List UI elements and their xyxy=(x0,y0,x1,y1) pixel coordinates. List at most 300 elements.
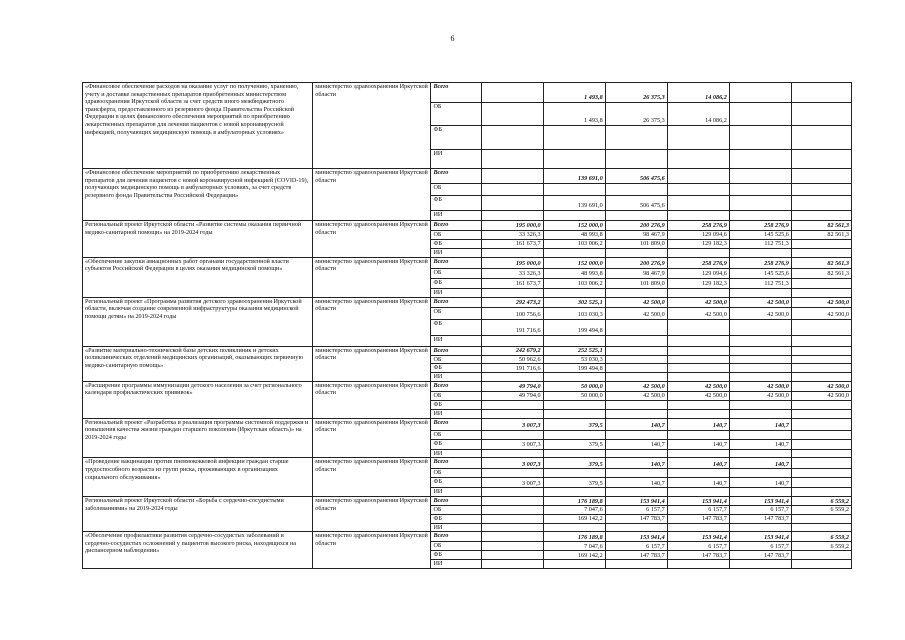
funding-source: ИИ xyxy=(431,488,481,497)
amount-cell: 42 500,0 xyxy=(667,391,729,400)
amount-cell xyxy=(605,319,667,335)
responsible-executor: министерство здравоохранения Иркутской области xyxy=(313,297,431,346)
amount-cell: 191 716,6 xyxy=(481,364,543,373)
amount-cell: 379,5 xyxy=(543,439,605,449)
amount-cell xyxy=(729,249,791,258)
amount-cell: 169 142,2 xyxy=(543,514,605,523)
amount-cell: 42 500,0 xyxy=(791,307,851,319)
funding-source: Всего xyxy=(431,221,481,231)
funding-source: ФБ xyxy=(431,240,481,249)
funding-source: Всего xyxy=(431,346,481,355)
amount-cell xyxy=(481,497,543,506)
funding-source: ФБ xyxy=(431,196,481,211)
amount-cell xyxy=(481,249,543,258)
amount-cell xyxy=(791,430,851,439)
amount-cell: 14 086,2 xyxy=(667,83,729,103)
amount-cell xyxy=(791,449,851,458)
amount-cell: 53 030,3 xyxy=(543,355,605,364)
amount-cell xyxy=(791,488,851,497)
amount-cell xyxy=(791,346,851,355)
amount-cell: 140,7 xyxy=(729,439,791,449)
amount-cell: 153 941,4 xyxy=(605,497,667,506)
amount-cell: 176 189,8 xyxy=(543,532,605,542)
amount-cell: 140,7 xyxy=(605,458,667,469)
table-row xyxy=(83,346,852,355)
amount-cell xyxy=(481,514,543,523)
amount-cell: 140,7 xyxy=(667,478,729,488)
amount-cell xyxy=(791,211,851,221)
responsible-executor: министерство здравоохранения Иркутской области xyxy=(313,83,431,169)
amount-cell xyxy=(791,478,851,488)
amount-cell xyxy=(667,150,729,169)
amount-cell xyxy=(667,449,729,458)
funding-source: ОБ xyxy=(431,391,481,400)
funding-source: ОБ xyxy=(431,469,481,478)
amount-cell: 252 525,1 xyxy=(543,346,605,355)
amount-cell: 42 500,0 xyxy=(791,381,851,391)
amount-cell: 200 276,9 xyxy=(605,221,667,231)
amount-cell: 140,7 xyxy=(667,439,729,449)
event-name: «Обеспечение профилактики развития сердечно-сосудистых заболеваний и сердечно-сосудистых осложнений у пациентов высокого риска, находящихся на диспансерном наблюдении» xyxy=(83,532,313,569)
funding-source: ОБ xyxy=(431,231,481,240)
amount-cell: 140,7 xyxy=(729,418,791,430)
amount-cell xyxy=(605,288,667,297)
amount-cell xyxy=(729,184,791,196)
table-row xyxy=(83,83,852,103)
amount-cell xyxy=(791,240,851,249)
amount-cell xyxy=(791,249,851,258)
amount-cell: 176 189,8 xyxy=(543,497,605,506)
amount-cell xyxy=(543,409,605,418)
amount-cell: 33 326,3 xyxy=(481,268,543,278)
table-body xyxy=(83,83,852,569)
amount-cell: 49 794,0 xyxy=(481,391,543,400)
amount-cell xyxy=(729,488,791,497)
table-row xyxy=(83,458,852,469)
amount-cell: 33 326,3 xyxy=(481,231,543,240)
amount-cell xyxy=(729,364,791,373)
event-name: «Обеспечение закупки авиационных работ органами государственной власти субъектов Российской Федерации в целях оказания медицинской помощи» xyxy=(83,257,313,297)
event-name: «Финансовое обеспечение мероприятий по приобретению лекарственных препаратов для лечения пациентов с новой коронавирусной инфекцией (COVID-19), получающих медицинскую помощь в амбулаторных условиях, за счет средств резервного фонда Правительства Российской Федерации» xyxy=(83,169,313,221)
amount-cell: 302 525,1 xyxy=(543,297,605,307)
event-name: «Развитие материально-технической базы детских поликлиник и детских поликлинических отделений медицинских организаций, оказывающих первичную медико-санитарную помощь» xyxy=(83,346,313,381)
amount-cell xyxy=(481,196,543,211)
amount-cell xyxy=(791,83,851,103)
amount-cell xyxy=(605,469,667,478)
amount-cell: 14 086,2 xyxy=(667,103,729,126)
amount-cell: 48 993,8 xyxy=(543,268,605,278)
amount-cell xyxy=(667,126,729,150)
amount-cell xyxy=(605,335,667,346)
amount-cell: 26 375,3 xyxy=(605,83,667,103)
amount-cell: 42 500,0 xyxy=(605,381,667,391)
amount-cell: 3 007,3 xyxy=(481,478,543,488)
amount-cell xyxy=(667,469,729,478)
funding-source: ИИ xyxy=(431,211,481,221)
amount-cell: 199 494,8 xyxy=(543,364,605,373)
amount-cell: 98 467,9 xyxy=(605,231,667,240)
funding-source: ИИ xyxy=(431,449,481,458)
amount-cell xyxy=(791,400,851,409)
table-row xyxy=(83,381,852,391)
amount-cell xyxy=(543,288,605,297)
amount-cell xyxy=(481,373,543,382)
amount-cell: 129 094,6 xyxy=(667,268,729,278)
amount-cell xyxy=(791,319,851,335)
amount-cell: 161 673,7 xyxy=(481,278,543,288)
amount-cell: 82 561,3 xyxy=(791,257,851,268)
amount-cell xyxy=(729,469,791,478)
amount-cell xyxy=(791,184,851,196)
event-name: Региональный проект «Программа развития детского здравоохранения Иркутской области, включая создание современной инфраструктуры оказания медицинской помощи детям» на 2019-2024 годы xyxy=(83,297,313,346)
amount-cell xyxy=(605,126,667,150)
amount-cell xyxy=(667,364,729,373)
responsible-executor: министерство здравоохранения Иркутской области xyxy=(313,221,431,258)
amount-cell xyxy=(543,469,605,478)
amount-cell xyxy=(481,506,543,515)
amount-cell xyxy=(729,346,791,355)
event-name: «Финансовое обеспечение расходов на оказание услуг по получению, хранению, учету и доставке лекарственных препаратов приобретенных министерством здравоохранения Иркутской области за счет средств иного межбюджетного трансферта, предоставленного из резервного фонда Правительства Российской Федерации в целях финансового обеспечения мероприятий по приобретению лекарственных препаратов для лечения пациентов с новой коронавирусной инфекцией, получающих медицинскую помощь в амбулаторных условиях» xyxy=(83,83,313,169)
amount-cell xyxy=(481,400,543,409)
funding-source: ФБ xyxy=(431,551,481,560)
amount-cell xyxy=(667,430,729,439)
amount-cell xyxy=(729,196,791,211)
amount-cell xyxy=(667,409,729,418)
budget-table xyxy=(82,82,852,569)
table-row xyxy=(83,532,852,542)
amount-cell: 6 157,7 xyxy=(667,506,729,515)
amount-cell: 103 006,2 xyxy=(543,240,605,249)
amount-cell: 258 276,9 xyxy=(729,221,791,231)
funding-source: ОБ xyxy=(431,103,481,126)
amount-cell xyxy=(605,346,667,355)
amount-cell xyxy=(729,211,791,221)
event-name: «Проведение вакцинации против пневмококковой инфекции граждан старше трудоспособного возраста из групп риска, проживающих в организациях социального обслуживания» xyxy=(83,458,313,497)
amount-cell xyxy=(667,523,729,532)
table-row xyxy=(83,221,852,231)
amount-cell: 195 000,0 xyxy=(481,257,543,268)
amount-cell: 6 157,7 xyxy=(667,542,729,551)
amount-cell xyxy=(481,430,543,439)
amount-cell: 152 000,0 xyxy=(543,221,605,231)
amount-cell: 147 783,7 xyxy=(605,514,667,523)
amount-cell: 145 525,6 xyxy=(729,231,791,240)
amount-cell: 153 941,4 xyxy=(729,532,791,542)
amount-cell xyxy=(481,169,543,184)
amount-cell: 42 500,0 xyxy=(605,307,667,319)
amount-cell: 191 716,6 xyxy=(481,319,543,335)
amount-cell xyxy=(481,211,543,221)
amount-cell xyxy=(729,103,791,126)
amount-cell: 140,7 xyxy=(605,478,667,488)
amount-cell xyxy=(605,400,667,409)
amount-cell: 6 157,7 xyxy=(729,506,791,515)
amount-cell xyxy=(791,355,851,364)
funding-source: ИИ xyxy=(431,150,481,169)
responsible-executor: министерство здравоохранения Иркутской области xyxy=(313,458,431,497)
amount-cell xyxy=(543,400,605,409)
amount-cell: 147 783,7 xyxy=(729,551,791,560)
amount-cell xyxy=(543,449,605,458)
funding-source: Всего xyxy=(431,532,481,542)
amount-cell xyxy=(543,373,605,382)
amount-cell xyxy=(791,196,851,211)
amount-cell xyxy=(605,449,667,458)
amount-cell xyxy=(481,126,543,150)
amount-cell: 112 751,3 xyxy=(729,278,791,288)
funding-source: ФБ xyxy=(431,364,481,373)
amount-cell: 195 000,0 xyxy=(481,221,543,231)
responsible-executor: министерство здравоохранения Иркутской области xyxy=(313,497,431,532)
amount-cell xyxy=(481,532,543,542)
amount-cell xyxy=(543,335,605,346)
amount-cell: 48 993,8 xyxy=(543,231,605,240)
amount-cell: 139 691,0 xyxy=(543,196,605,211)
responsible-executor: министерство здравоохранения Иркутской области xyxy=(313,257,431,297)
event-name: Региональный проект Иркутской области «Борьба с сердечно-сосудистыми заболеваниями» на 2019-2024 годы xyxy=(83,497,313,532)
amount-cell xyxy=(481,150,543,169)
amount-cell: 1 493,8 xyxy=(543,103,605,126)
amount-cell: 50 962,6 xyxy=(481,355,543,364)
table-row xyxy=(83,257,852,268)
funding-source: ФБ xyxy=(431,478,481,488)
amount-cell: 82 561,3 xyxy=(791,221,851,231)
amount-cell: 140,7 xyxy=(729,478,791,488)
amount-cell xyxy=(481,83,543,103)
responsible-executor: министерство здравоохранения Иркутской области xyxy=(313,418,431,458)
amount-cell xyxy=(543,150,605,169)
amount-cell: 153 941,4 xyxy=(667,497,729,506)
amount-cell xyxy=(791,458,851,469)
amount-cell xyxy=(481,409,543,418)
amount-cell: 140,7 xyxy=(605,439,667,449)
amount-cell xyxy=(791,278,851,288)
amount-cell xyxy=(481,551,543,560)
page-number: 6 xyxy=(450,34,455,43)
amount-cell: 152 000,0 xyxy=(543,257,605,268)
amount-cell: 6 157,7 xyxy=(605,542,667,551)
amount-cell xyxy=(729,400,791,409)
amount-cell: 7 047,6 xyxy=(543,506,605,515)
amount-cell xyxy=(605,355,667,364)
amount-cell: 6 559,2 xyxy=(791,506,851,515)
amount-cell: 42 500,0 xyxy=(729,391,791,400)
funding-source: ИИ xyxy=(431,373,481,382)
amount-cell xyxy=(667,400,729,409)
amount-cell xyxy=(481,449,543,458)
funding-source: ИИ xyxy=(431,523,481,532)
funding-source: ФБ xyxy=(431,439,481,449)
amount-cell xyxy=(667,560,729,569)
amount-cell xyxy=(543,184,605,196)
amount-cell: 49 794,0 xyxy=(481,381,543,391)
amount-cell xyxy=(543,126,605,150)
amount-cell: 6 157,7 xyxy=(605,506,667,515)
amount-cell: 169 142,2 xyxy=(543,551,605,560)
amount-cell xyxy=(605,249,667,258)
amount-cell: 3 007,3 xyxy=(481,458,543,469)
amount-cell: 140,7 xyxy=(605,418,667,430)
amount-cell: 42 500,0 xyxy=(667,297,729,307)
funding-source: ФБ xyxy=(431,400,481,409)
table-row xyxy=(83,169,852,184)
amount-cell xyxy=(791,373,851,382)
amount-cell xyxy=(729,523,791,532)
amount-cell: 42 500,0 xyxy=(791,391,851,400)
amount-cell xyxy=(791,126,851,150)
amount-cell xyxy=(791,523,851,532)
amount-cell xyxy=(481,103,543,126)
amount-cell: 6 157,7 xyxy=(729,542,791,551)
amount-cell: 101 809,0 xyxy=(605,278,667,288)
amount-cell xyxy=(729,560,791,569)
amount-cell: 1 493,8 xyxy=(543,83,605,103)
responsible-executor: министерство здравоохранения Иркутской области xyxy=(313,346,431,381)
amount-cell xyxy=(791,335,851,346)
responsible-executor: министерство здравоохранения Иркутской области xyxy=(313,532,431,569)
amount-cell xyxy=(667,169,729,184)
amount-cell: 140,7 xyxy=(729,458,791,469)
amount-cell xyxy=(729,288,791,297)
amount-cell: 129 182,3 xyxy=(667,278,729,288)
amount-cell xyxy=(729,319,791,335)
amount-cell: 242 679,2 xyxy=(481,346,543,355)
amount-cell: 26 375,3 xyxy=(605,103,667,126)
amount-cell: 42 500,0 xyxy=(605,391,667,400)
amount-cell: 42 500,0 xyxy=(791,297,851,307)
amount-cell xyxy=(667,211,729,221)
funding-source: Всего xyxy=(431,297,481,307)
amount-cell xyxy=(729,335,791,346)
amount-cell xyxy=(605,150,667,169)
amount-cell: 139 691,0 xyxy=(543,169,605,184)
amount-cell xyxy=(791,364,851,373)
funding-source: Всего xyxy=(431,83,481,103)
amount-cell: 50 000,0 xyxy=(543,381,605,391)
amount-cell xyxy=(543,488,605,497)
amount-cell xyxy=(791,560,851,569)
amount-cell xyxy=(729,373,791,382)
amount-cell xyxy=(667,488,729,497)
amount-cell xyxy=(667,355,729,364)
funding-source: ИИ xyxy=(431,249,481,258)
amount-cell: 145 525,6 xyxy=(729,268,791,278)
amount-cell: 7 047,6 xyxy=(543,542,605,551)
amount-cell xyxy=(791,169,851,184)
amount-cell: 147 783,7 xyxy=(667,514,729,523)
amount-cell xyxy=(605,184,667,196)
amount-cell xyxy=(667,288,729,297)
funding-source: Всего xyxy=(431,418,481,430)
amount-cell xyxy=(543,523,605,532)
amount-cell: 42 500,0 xyxy=(729,307,791,319)
amount-cell xyxy=(605,409,667,418)
amount-cell xyxy=(667,346,729,355)
amount-cell xyxy=(543,211,605,221)
amount-cell: 153 941,4 xyxy=(605,532,667,542)
amount-cell xyxy=(729,83,791,103)
amount-cell: 161 673,7 xyxy=(481,240,543,249)
amount-cell: 3 007,3 xyxy=(481,439,543,449)
table-row xyxy=(83,497,852,506)
amount-cell xyxy=(605,560,667,569)
amount-cell xyxy=(667,335,729,346)
funding-source: ИИ xyxy=(431,560,481,569)
funding-source: ФБ xyxy=(431,514,481,523)
responsible-executor: министерство здравоохранения Иркутской области xyxy=(313,381,431,418)
amount-cell xyxy=(481,523,543,532)
amount-cell: 103 006,2 xyxy=(543,278,605,288)
funding-source: ОБ xyxy=(431,542,481,551)
event-name: «Расширение программы иммунизации детского населения за счет регионального календаря профилактических прививок» xyxy=(83,381,313,418)
amount-cell xyxy=(791,288,851,297)
amount-cell xyxy=(791,409,851,418)
funding-source: ИИ xyxy=(431,409,481,418)
amount-cell: 379,5 xyxy=(543,418,605,430)
amount-cell: 100 756,6 xyxy=(481,307,543,319)
amount-cell xyxy=(729,355,791,364)
amount-cell: 258 276,9 xyxy=(667,257,729,268)
amount-cell xyxy=(605,373,667,382)
amount-cell: 153 941,4 xyxy=(729,497,791,506)
amount-cell: 129 182,3 xyxy=(667,240,729,249)
amount-cell: 50 000,0 xyxy=(543,391,605,400)
amount-cell: 82 561,3 xyxy=(791,268,851,278)
amount-cell: 258 276,9 xyxy=(729,257,791,268)
amount-cell: 103 030,3 xyxy=(543,307,605,319)
funding-source: Всего xyxy=(431,257,481,268)
amount-cell xyxy=(667,249,729,258)
amount-cell: 199 494,8 xyxy=(543,319,605,335)
amount-cell xyxy=(481,488,543,497)
amount-cell xyxy=(729,409,791,418)
amount-cell: 42 500,0 xyxy=(605,297,667,307)
amount-cell xyxy=(729,169,791,184)
amount-cell: 42 500,0 xyxy=(729,381,791,391)
amount-cell xyxy=(791,418,851,430)
amount-cell xyxy=(791,551,851,560)
amount-cell: 258 276,9 xyxy=(667,221,729,231)
table-row xyxy=(83,418,852,430)
funding-source: ОБ xyxy=(431,355,481,364)
amount-cell xyxy=(481,184,543,196)
amount-cell xyxy=(481,469,543,478)
amount-cell: 292 473,2 xyxy=(481,297,543,307)
amount-cell: 129 094,6 xyxy=(667,231,729,240)
amount-cell: 506 475,6 xyxy=(605,196,667,211)
amount-cell: 82 561,3 xyxy=(791,231,851,240)
amount-cell xyxy=(791,439,851,449)
amount-cell xyxy=(605,430,667,439)
amount-cell xyxy=(605,523,667,532)
amount-cell xyxy=(791,103,851,126)
amount-cell: 200 276,9 xyxy=(605,257,667,268)
amount-cell: 140,7 xyxy=(667,458,729,469)
amount-cell: 147 783,7 xyxy=(605,551,667,560)
amount-cell: 6 559,2 xyxy=(791,497,851,506)
funding-source: Всего xyxy=(431,458,481,469)
funding-source: ФБ xyxy=(431,126,481,150)
funding-source: ФБ xyxy=(431,319,481,335)
amount-cell: 6 559,2 xyxy=(791,532,851,542)
amount-cell: 506 475,6 xyxy=(605,169,667,184)
amount-cell xyxy=(667,319,729,335)
amount-cell: 147 783,7 xyxy=(667,551,729,560)
funding-source: ИИ xyxy=(431,288,481,297)
amount-cell xyxy=(543,430,605,439)
amount-cell xyxy=(667,196,729,211)
amount-cell: 6 559,2 xyxy=(791,542,851,551)
